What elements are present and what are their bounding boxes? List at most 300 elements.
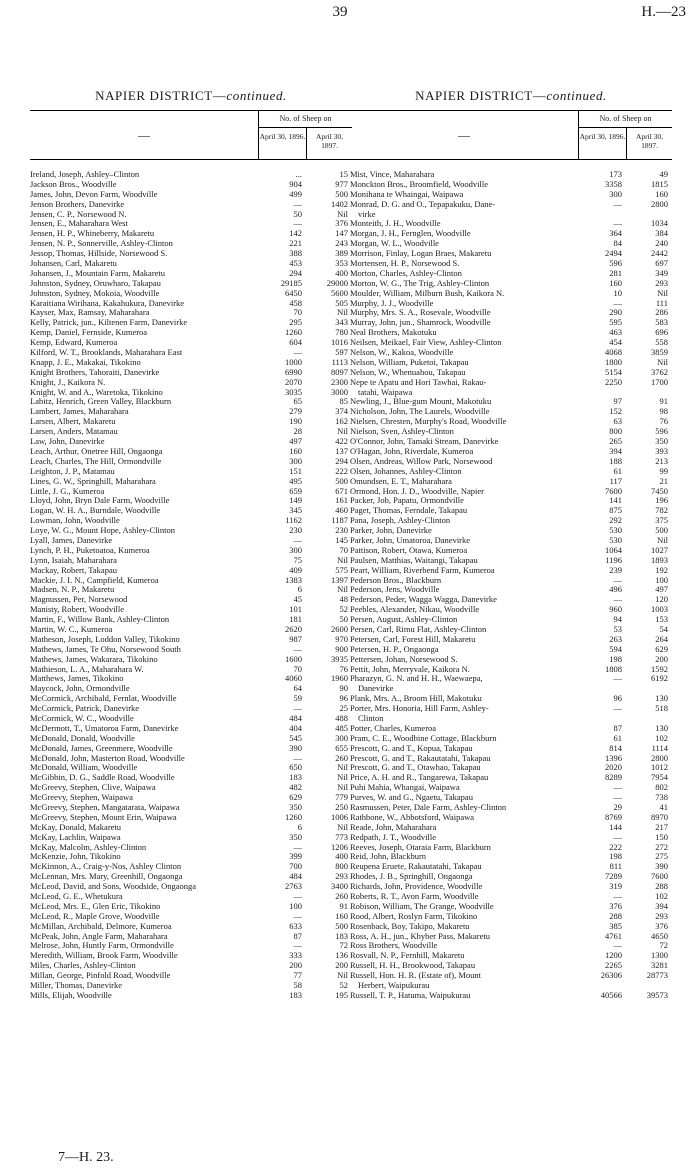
table-row — [30, 210, 352, 220]
sheep-1896: 265 — [609, 436, 622, 447]
sheep-1897: 655 — [335, 742, 348, 753]
sheep-1897: 1027 — [651, 544, 668, 555]
sheep-1897: 99 — [659, 465, 668, 476]
owner-name: Mills, Elijah, Woodville — [30, 990, 112, 1000]
table-row — [350, 269, 672, 279]
sheep-1897: 390 — [655, 861, 668, 872]
sheep-1897: 1592 — [651, 663, 668, 674]
table-row — [350, 744, 672, 754]
sheep-1896: 394 — [609, 445, 622, 456]
owner-name: McKay, Donald, Makaretu — [30, 822, 122, 832]
sheep-1897: 629 — [655, 643, 668, 654]
owner-name: James, John, Devon Farm, Woodville — [30, 189, 158, 199]
table-row — [30, 358, 352, 368]
sheep-1897: 389 — [335, 248, 348, 259]
owner-name: Paget, Thomas, Ferndale, Takapau — [350, 506, 468, 516]
owner-name: Russell, Hon. H. R. (Estate of), Mount — [350, 971, 482, 981]
owner-name: Lyall, James, Danevirke — [30, 535, 113, 545]
sheep-1896: 604 — [289, 337, 302, 348]
owner-name: Pharazyn, G. N. and H. H., Waewaepa, — [350, 674, 483, 684]
sheep-1896: 65 — [293, 396, 302, 407]
sheep-1897: 2600 — [331, 623, 348, 634]
owner-name: McLennan, Mrs. Mary, Greenhill, Ongaonga — [30, 872, 183, 882]
table-row — [30, 951, 352, 961]
table-row — [350, 843, 672, 853]
owner-name: Lynch, P. H., Puketoatoa, Kumeroa — [30, 545, 150, 555]
owner-name: Roberts, R. T., Avon Farm, Woodville — [350, 892, 479, 902]
table-row — [350, 813, 672, 823]
sheep-1896: 659 — [289, 485, 302, 496]
table-row — [350, 754, 672, 764]
sheep-1896: — — [293, 752, 302, 763]
sheep-1897: 294 — [335, 455, 348, 466]
sheep-1896: 50 — [293, 208, 302, 219]
sheep-1897: 91 — [339, 900, 348, 911]
table-row — [350, 388, 672, 398]
sheep-1897: 161 — [335, 495, 348, 506]
sheep-1896: — — [613, 782, 622, 793]
sheep-1897: Nil — [337, 772, 348, 783]
owner-name: Johansen, Carl, Makaretu — [30, 259, 117, 269]
owner-name: Jensen, N. P., Sonnerville, Ashley-Clinton — [30, 239, 173, 249]
sheep-1897: 422 — [335, 436, 348, 447]
sheep-1896: 61 — [613, 465, 622, 476]
table-row — [30, 605, 352, 615]
owner-name: Nelson, W., Kakoa, Woodville — [350, 348, 454, 358]
table-row — [30, 932, 352, 942]
owner-name: Knight, W. and A., Waretoka, Tikokino — [30, 387, 163, 397]
table-row — [350, 961, 672, 971]
table-row — [350, 892, 672, 902]
sheep-1897: Nil — [657, 287, 668, 298]
owner-name: Morrison, Finlay, Logan Braes, Makaretu — [350, 249, 492, 259]
table-row — [30, 852, 352, 862]
sheep-1896: 100 — [289, 900, 302, 911]
owner-name: Loye, W. G., Mount Hope, Ashley-Clinton — [30, 526, 175, 536]
owner-name: Paulsen, Matthias, Waitangi, Takapau — [350, 555, 478, 565]
owner-name: Nelson, W., Whenuahou, Takapau — [350, 367, 466, 377]
table-header — [30, 110, 352, 160]
table-row — [350, 872, 672, 882]
sheep-1897: 800 — [335, 861, 348, 872]
table-row — [30, 991, 352, 1001]
sheep-1896: 141 — [609, 495, 622, 506]
table-row — [30, 734, 352, 744]
sheep-1897: 597 — [335, 347, 348, 358]
table-row — [30, 823, 352, 833]
sheep-1896: 404 — [289, 722, 302, 733]
table-row — [30, 892, 352, 902]
owner-name: Clinton — [358, 713, 384, 723]
sheep-1896: 482 — [289, 782, 302, 793]
table-row — [30, 407, 352, 417]
table-row — [30, 922, 352, 932]
sheep-1896: 96 — [613, 693, 622, 704]
sheep-1896: 385 — [609, 920, 622, 931]
sheep-1897: 136 — [335, 950, 348, 961]
page-number: 39 — [332, 4, 348, 20]
sheep-1896: 29 — [613, 802, 622, 812]
sheep-1896: 292 — [609, 515, 622, 526]
column-header-1896: April 30, 1896. — [258, 128, 306, 159]
owner-name: Petersen, Carl, Forest Hill, Makaretu — [350, 634, 476, 644]
table-row — [350, 971, 672, 981]
owner-name: Mathieson, L. A., Maharahara W. — [30, 664, 144, 674]
sheep-1896: 290 — [609, 307, 622, 318]
sheep-1897: 90 — [339, 683, 348, 694]
sheep-1897: 70 — [339, 544, 348, 555]
table-row — [350, 902, 672, 912]
owner-name: Morgan, J. H., Fernglen, Woodville — [350, 229, 471, 239]
sheep-1897: 375 — [655, 515, 668, 526]
sheep-1896: 1260 — [285, 811, 302, 822]
table-row — [350, 516, 672, 526]
sheep-1896: 2020 — [605, 762, 622, 773]
sheep-1897: 7600 — [651, 871, 668, 882]
sheep-1897: 696 — [655, 327, 668, 338]
table-row — [350, 951, 672, 961]
table-row — [30, 249, 352, 259]
table-row — [30, 566, 352, 576]
sheep-1896: 8289 — [605, 772, 622, 783]
sheep-1897: 1206 — [331, 841, 348, 852]
sheep-1897: 48 — [339, 594, 348, 605]
table-row — [30, 803, 352, 813]
table-row — [30, 506, 352, 516]
owner-name: Miller, Thomas, Danevirke — [30, 981, 123, 991]
table-row — [30, 941, 352, 951]
owner-name: McDonald, Donald, Woodville — [30, 733, 135, 743]
table-row — [350, 378, 672, 388]
table-row — [350, 991, 672, 1001]
sheep-1896: 700 — [289, 861, 302, 872]
owner-name: McGibbin, D. G., Saddle Road, Woodville — [30, 773, 175, 783]
sheep-1896: ... — [295, 169, 302, 179]
sheep-1897: 21 — [659, 475, 668, 486]
sheep-1896: 1196 — [605, 554, 622, 565]
table-row — [350, 457, 672, 467]
owner-name: McPeak, John, Angle Farm, Maharahara — [30, 931, 168, 941]
sheep-1896: 376 — [609, 900, 622, 911]
owner-name: Lowman, John, Woodville — [30, 516, 120, 526]
table-row — [30, 318, 352, 328]
sheep-1896: 295 — [289, 317, 302, 328]
owner-name: Nielsen, Chresten, Murphy's Road, Woodville — [350, 417, 507, 427]
sheep-1896: 633 — [289, 920, 302, 931]
sheep-1896: 1200 — [605, 950, 622, 961]
sheep-1897: Nil — [657, 356, 668, 367]
owner-name: Knight, J., Kaikora N. — [30, 377, 106, 387]
table-row — [30, 971, 352, 981]
sheep-1897: 50 — [339, 614, 348, 625]
owner-name: McKay, Lachlin, Waipawa — [30, 832, 121, 842]
table-row — [30, 427, 352, 437]
sheep-1896: 496 — [609, 584, 622, 595]
sheep-1896: 545 — [289, 732, 302, 743]
sheep-1897: 102 — [655, 891, 668, 902]
sheep-1896: — — [293, 534, 302, 545]
sheep-1897: 147 — [335, 228, 348, 239]
owner-name: Robison, William, The Grange, Woodville — [350, 901, 494, 911]
table-row — [30, 457, 352, 467]
table-row — [350, 704, 672, 714]
owner-name: Olsen, Andreas, Willow Park, Norsewood — [350, 456, 493, 466]
table-row — [350, 496, 672, 506]
owner-name: Russell, T. P., Hatuma, Waipukurau — [350, 990, 471, 1000]
sheep-1897: 400 — [335, 267, 348, 278]
table-row — [350, 219, 672, 229]
sheep-1896: 230 — [289, 525, 302, 536]
sheep-1897: 243 — [335, 238, 348, 249]
sheep-1896: — — [613, 891, 622, 902]
sheep-1897: 150 — [655, 831, 668, 842]
table-row — [30, 269, 352, 279]
sheep-1897: 738 — [655, 792, 668, 803]
sheep-1897: 1003 — [651, 604, 668, 615]
owner-name: Lines, G. W., Springhill, Maharahara — [30, 476, 156, 486]
owner-name: Ross, A. H., jun., Khyber Pass, Makaretu — [350, 931, 491, 941]
table-row — [350, 635, 672, 645]
owner-name: Redpath, J. T., Woodville — [350, 832, 436, 842]
sheep-1896: 1162 — [285, 515, 302, 526]
sheep-1897: 260 — [335, 891, 348, 902]
table-row — [350, 477, 672, 487]
owner-name: Pram, C. E., Woodbine Cottage, Blackburn — [350, 733, 497, 743]
table-row — [350, 467, 672, 477]
owner-name: Pattison, Robert, Otawa, Kumeroa — [350, 545, 468, 555]
sheep-1897: 8097 — [331, 366, 348, 377]
owner-name: Omundsen, E. T., Maharahara — [350, 476, 452, 486]
sheep-1897: 49 — [659, 169, 668, 179]
table-row — [350, 190, 672, 200]
sheep-1897: 91 — [659, 396, 668, 407]
sheep-1897: 505 — [335, 297, 348, 308]
sheep-1896: 904 — [289, 178, 302, 189]
table-row — [30, 170, 352, 180]
table-row — [30, 576, 352, 586]
table-row — [30, 694, 352, 704]
sheep-1896: 152 — [609, 406, 622, 417]
table-row — [350, 922, 672, 932]
owner-name: McKay, Malcolm, Ashley-Clinton — [30, 842, 147, 852]
owner-name: Pettit, John, Merryvale, Kaikora N. — [350, 664, 470, 674]
owner-name: Ross Brothers, Woodville — [350, 941, 438, 951]
sheep-1896: 2763 — [285, 881, 302, 892]
sheep-1896: 453 — [289, 258, 302, 269]
sheep-1897: 293 — [335, 871, 348, 882]
sheep-1896: 1064 — [605, 544, 622, 555]
owner-name: Matthews, James, Tikokino — [30, 674, 124, 684]
sheep-1897: 460 — [335, 505, 348, 516]
table-row — [350, 912, 672, 922]
table-row — [350, 585, 672, 595]
sheep-1896: 2620 — [285, 623, 302, 634]
sheep-1897: 558 — [655, 337, 668, 348]
sheep-1897: Nil — [337, 821, 348, 832]
table-row — [30, 981, 352, 991]
owner-name: McCormick, W. C., Woodville — [30, 713, 134, 723]
table-row — [350, 605, 672, 615]
sheep-1896: — — [613, 673, 622, 684]
owner-name: Mortensen, H. P., Norsewood S. — [350, 259, 460, 269]
table-row — [350, 783, 672, 793]
sheep-1896: — — [613, 940, 622, 951]
owner-name: Pana, Joseph, Ashley-Clinton — [350, 516, 451, 526]
sheep-1897: 72 — [659, 940, 668, 951]
sheep-1897: 970 — [335, 633, 348, 644]
sheep-1896: 458 — [289, 297, 302, 308]
sheep-1896: 61 — [613, 732, 622, 743]
sheep-1897: 1300 — [651, 950, 668, 961]
owner-name: Johansen, J., Mountain Farm, Makaretu — [30, 268, 166, 278]
table-row — [30, 724, 352, 734]
table-row — [30, 477, 352, 487]
sheep-1897: 100 — [655, 574, 668, 585]
sheep-1897: 300 — [335, 732, 348, 743]
sheep-1897: 213 — [655, 455, 668, 466]
sheep-1896: 28 — [293, 426, 302, 437]
owner-name: Parker, John, Umatoroa, Danevirke — [350, 535, 471, 545]
owner-name: McKenzie, John, Tikokino — [30, 852, 121, 862]
owner-name: Knapp, J. E., Makakai, Tikokino — [30, 357, 141, 367]
sheep-1897: 195 — [335, 989, 348, 1000]
table-header — [350, 110, 672, 160]
sheep-1896: — — [613, 703, 622, 714]
owner-name: Lynn, Isaiah, Maharahara — [30, 555, 117, 565]
table-row — [30, 556, 352, 566]
table-row — [350, 941, 672, 951]
sheep-1896: 960 — [609, 604, 622, 615]
sheep-1896: 188 — [609, 455, 622, 466]
owner-name: Peart, William, Riverbend Farm, Kumeroa — [350, 565, 495, 575]
table-row — [30, 378, 352, 388]
sheep-1896: 10 — [613, 287, 622, 298]
owner-name: Maycock, John, Ormondville — [30, 684, 130, 694]
owner-name: Karaitiana Wirihana, Kakahukura, Danevirke — [30, 298, 185, 308]
sheep-1896: 6990 — [285, 366, 302, 377]
sheep-1897: 384 — [655, 228, 668, 239]
table-row — [350, 833, 672, 843]
sheep-1897: 393 — [655, 445, 668, 456]
owner-name: Rood, Albert, Roslyn Farm, Tikokino — [350, 911, 478, 921]
sheep-1897: 500 — [335, 920, 348, 931]
owner-name: Newling, J., Blue-gum Mount, Makotuku — [350, 397, 492, 407]
sheep-1896: 4761 — [605, 930, 622, 941]
table-row — [350, 239, 672, 249]
sheep-1897: 1016 — [331, 337, 348, 348]
sheep-1897: 288 — [655, 881, 668, 892]
table-row — [350, 487, 672, 497]
sheep-1896: 117 — [609, 475, 622, 486]
sheep-1896: 8769 — [605, 811, 622, 822]
table-row — [350, 645, 672, 655]
owner-name: Pederson, Jens, Woodville — [350, 585, 440, 595]
owner-name: Prescott, G. and T., Kopua, Takapau — [350, 743, 473, 753]
column-header-1896: April 30, 1896. — [578, 128, 626, 159]
sheep-1897: 200 — [655, 653, 668, 664]
sheep-1896: — — [613, 792, 622, 803]
table-row — [30, 437, 352, 447]
sheep-1897: 2800 — [651, 752, 668, 763]
table-row — [350, 932, 672, 942]
owner-name: Jensen, H. P., Whineberry, Makaretu — [30, 229, 155, 239]
table-row — [350, 674, 672, 684]
owner-name: Johnston, Sydney, Oruwharo, Takapau — [30, 278, 161, 288]
sheep-1897: 779 — [335, 792, 348, 803]
sheep-1896: 1600 — [285, 653, 302, 664]
sheep-1897: 374 — [335, 406, 348, 417]
owner-name: Moulder, William, Milburn Bush, Kaikora N. — [350, 288, 505, 298]
sheep-1897: 497 — [655, 584, 668, 595]
table-row — [350, 447, 672, 457]
sheep-1896: 198 — [609, 851, 622, 862]
sheep-1897: 196 — [655, 495, 668, 506]
owner-name: Leighton, J. P., Matamau — [30, 466, 115, 476]
table-row — [30, 180, 352, 190]
table-row — [350, 655, 672, 665]
owner-name: McMillan, Archibald, Delmore, Kumeroa — [30, 921, 172, 931]
owner-name: McDonald, James, Greenmere, Woodville — [30, 743, 173, 753]
sheep-1897: 1006 — [331, 811, 348, 822]
sheep-1896: 181 — [289, 614, 302, 625]
table-row — [30, 655, 352, 665]
sheep-1896: 77 — [293, 970, 302, 981]
sheep-count-header: No. of Sheep on — [578, 111, 672, 128]
table-row — [350, 576, 672, 586]
sheep-1897: Nil — [337, 426, 348, 437]
sheep-1897: 4650 — [651, 930, 668, 941]
table-row — [350, 694, 672, 704]
sheep-1897: 25 — [339, 703, 348, 714]
owner-name: Plank, Mrs. A., Broom Hill, Makotuku — [350, 694, 482, 704]
sheep-1896: 1260 — [285, 327, 302, 338]
owner-name: Mathews, James, Te Ohu, Norsewood South — [30, 644, 181, 654]
sheep-1896: 183 — [289, 989, 302, 1000]
document-reference: H.—23 — [641, 4, 686, 20]
owner-name: McLeod, Mrs. E., Glen Eric, Tikokino — [30, 901, 161, 911]
sheep-1896: 454 — [609, 337, 622, 348]
owner-name: Logan, W. H. A., Burndale, Woodville — [30, 506, 161, 516]
sheep-1897: 76 — [659, 416, 668, 427]
sheep-1896: 2250 — [605, 376, 622, 387]
sheep-1897: 162 — [335, 416, 348, 427]
name-column-header: — — [458, 128, 470, 142]
owner-name: Jenson Brothers, Danevirke — [30, 199, 125, 209]
table-row — [30, 487, 352, 497]
owner-name: Labitz, Henrich, Green Valley, Blackburn — [30, 397, 172, 407]
sheep-1896: 26306 — [600, 970, 622, 981]
sheep-1896: 281 — [609, 267, 622, 278]
sheep-1897: Nil — [337, 970, 348, 981]
owner-name: Reeves, Joseph, Otaraia Farm, Blackburn — [350, 842, 491, 852]
table-row — [30, 833, 352, 843]
sheep-1897: 7954 — [651, 772, 668, 783]
table-row — [30, 239, 352, 249]
sheep-1896: 288 — [609, 910, 622, 921]
table-row — [30, 813, 352, 823]
table-row — [350, 852, 672, 862]
sheep-1896: 2070 — [285, 376, 302, 387]
owner-name: Murphy, Mrs. S. A., Rosevale, Woodville — [350, 308, 491, 318]
sheep-1897: 1113 — [331, 356, 348, 367]
owner-name: Petersen, H. P., Ongaonga — [350, 644, 439, 654]
sheep-1897: 583 — [655, 317, 668, 328]
owner-name: Neilsen, Meikael, Fair View, Ashley-Clinton — [350, 338, 502, 348]
owner-name: Manisty, Robert, Woodville — [30, 605, 124, 615]
table-row — [30, 536, 352, 546]
sheep-1897: 780 — [335, 327, 348, 338]
table-row — [350, 299, 672, 309]
